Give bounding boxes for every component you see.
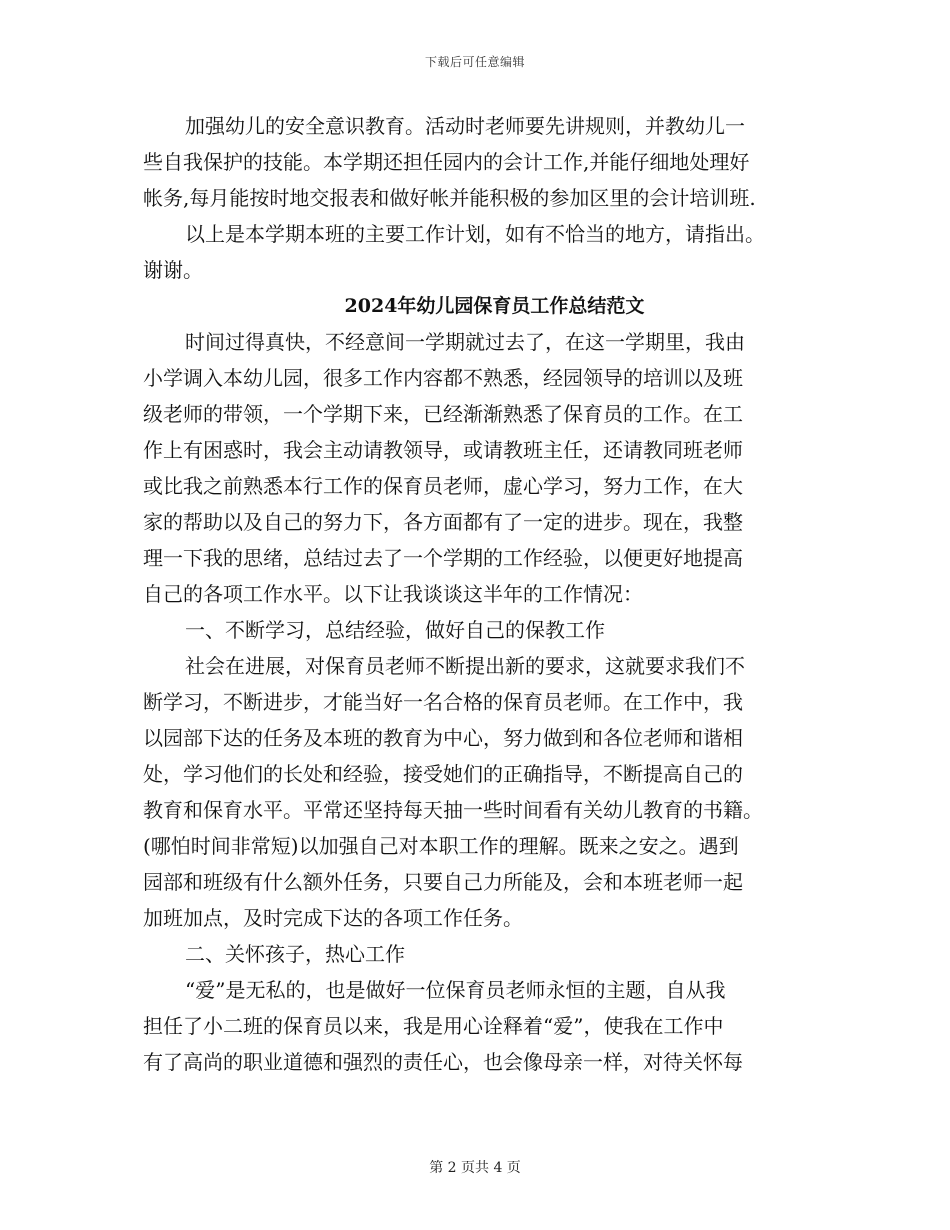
paragraph-line: 以园部下达的任务及本班的教育为中心，努力做到和各位老师和谐相 (143, 726, 743, 750)
paragraph-line: 处，学习他们的长处和经验，接受她们的正确指导，不断提高自己的 (143, 762, 743, 786)
paragraph-line: 或比我之前熟悉本行工作的保育员老师，虚心学习，努力工作，在大 (143, 474, 743, 498)
paragraph-line: 些自我保护的技能。本学期还担任园内的会计工作,并能仔细地处理好 (143, 150, 750, 174)
paragraph-line: (哪怕时间非常短)以加强自己对本职工作的理解。既来之安之。遇到 (143, 834, 739, 858)
paragraph-line: 时间过得真快，不经意间一学期就过去了，在这一学期里，我由 (185, 330, 745, 354)
paragraph-line: 有了高尚的职业道德和强烈的责任心，也会像母亲一样，对待关怀每 (143, 1050, 743, 1074)
paragraph-line: “爱”是无私的，也是做好一位保育员老师永恒的主题，自从我 (185, 978, 726, 1002)
paragraph-line: 谢谢。 (143, 258, 203, 282)
paragraph-line: 级老师的带领，一个学期下来，已经渐渐熟悉了保育员的工作。在工 (143, 402, 743, 426)
page-footer: 第 2 页共 4 页 (429, 1160, 521, 1176)
document-body (143, 108, 808, 1080)
paragraph-line: 加班加点，及时完成下达的各项工作任务。 (143, 906, 523, 930)
page-header: 下载后可任意编辑 (424, 55, 525, 69)
section-title: 2024年幼儿园保育员工作总结范文 (344, 295, 645, 317)
paragraph-line: 自己的各项工作水平。以下让我谈谈这半年的工作情况： (143, 582, 643, 606)
paragraph-line: 加强幼儿的安全意识教育。活动时老师要先讲规则，并教幼儿一 (185, 114, 745, 138)
paragraph-line: 担任了小二班的保育员以来，我是用心诠释着“爱”，使我在工作中 (143, 1014, 724, 1038)
paragraph-line: 帐务,每月能按时地交报表和做好帐并能积极的参加区里的会计培训班. (143, 186, 756, 210)
paragraph-line: 小学调入本幼儿园，很多工作内容都不熟悉，经园领导的培训以及班 (143, 366, 743, 390)
paragraph-line: 社会在进展，对保育员老师不断提出新的要求，这就要求我们不 (185, 654, 745, 678)
paragraph-line: 教育和保育水平。平常还坚持每天抽一些时间看有关幼儿教育的书籍。 (143, 798, 763, 822)
paragraph-line: 园部和班级有什么额外任务，只要自己力所能及，会和本班老师一起 (143, 870, 743, 894)
paragraph-line: 理一下我的思绪，总结过去了一个学期的工作经验，以便更好地提高 (143, 546, 743, 570)
paragraph-line: 作上有困惑时，我会主动请教领导，或请教班主任，还请教同班老师 (143, 438, 743, 462)
paragraph-line: 断学习，不断进步，才能当好一名合格的保育员老师。在工作中，我 (143, 690, 743, 714)
paragraph-line: 以上是本学期本班的主要工作计划，如有不恰当的地方，请指出。 (185, 222, 765, 246)
paragraph-line: 家的帮助以及自己的努力下，各方面都有了一定的进步。现在，我整 (143, 510, 743, 534)
subheading: 二、关怀孩子，热心工作 (185, 942, 405, 966)
subheading: 一、不断学习，总结经验，做好自己的保教工作 (185, 618, 605, 642)
